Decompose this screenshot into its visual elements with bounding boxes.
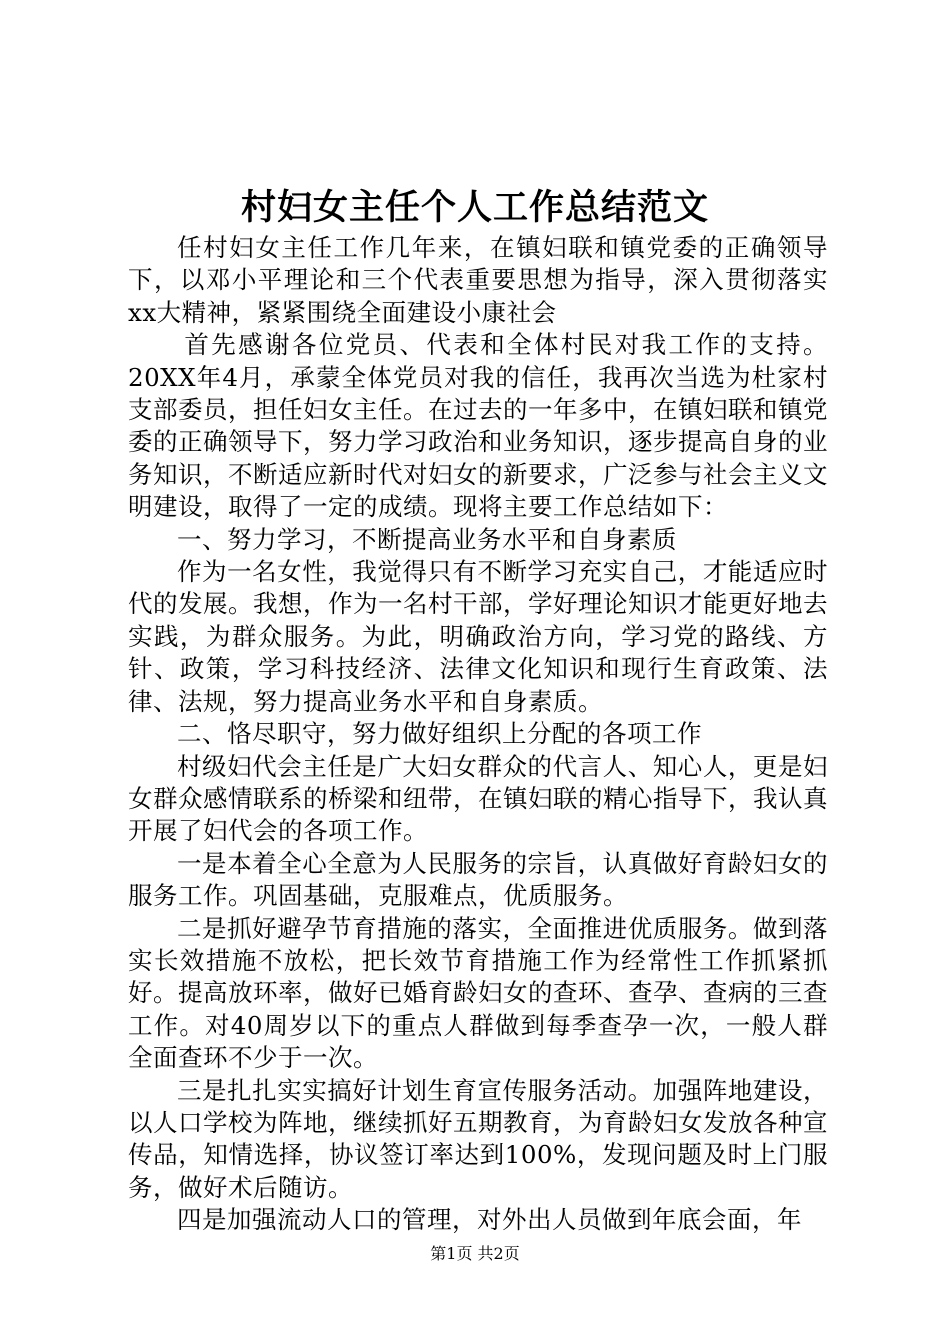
document-title: 村妇女主任个人工作总结范文	[240, 187, 709, 228]
paragraph-item-4: 四是加强流动人口的管理，对外出人员做到年底会面，年	[177, 1205, 802, 1235]
paragraph-study: 作为一名女性，我觉得只有不断学习充实自己，才能适应时代的发展。我想，作为一名村干部，学好理论知识才能更好地去实践，为群众服务。为此，明确政治方向，学习党的路线、方针、政策，学习科技经济、法律文化知识和现行生育政策、法律、法规，努力提高业务水平和自身素质。	[128, 557, 828, 716]
paragraph-item-1: 一是本着全心全意为人民服务的宗旨，认真做好育龄妇女的服务工作。巩固基础，克服难点，优质服务。	[128, 848, 828, 911]
section-heading-2: 二、恪尽职守，努力做好组织上分配的各项工作	[177, 719, 702, 749]
paragraph-intro: 任村妇女主任工作几年来，在镇妇联和镇党委的正确领导下，以邓小平理论和三个代表重要思想为指导，深入贯彻落实xx大精神，紧紧围绕全面建设小康社会	[128, 233, 828, 327]
paragraph-thanks: 首先感谢各位党员、代表和全体村民对我工作的支持。20XX年4月，承蒙全体党员对我的信任，我再次当选为杜家村支部委员，担任妇女主任。在过去的一年多中，在镇妇联和镇党委的正确领导下，努力学习政治和业务知识，逐步提高自身的业务知识，不断适应新时代对妇女的新要求，广泛参与社会主义文明建设，取得了一定的成绩。现将主要工作总结如下：	[128, 330, 828, 522]
paragraph-role: 村级妇代会主任是广大妇女群众的代言人、知心人，更是妇女群众感情联系的桥梁和纽带，在镇妇联的精心指导下，我认真开展了妇代会的各项工作。	[128, 751, 828, 846]
page-indicator: 第1页 共2页	[430, 1244, 520, 1263]
paragraph-item-2: 二是抓好避孕节育措施的落实，全面推进优质服务。做到落实长效措施不放松，把长效节育措施工作为经常性工作抓紧抓好。提高放环率，做好已婚育龄妇女的查环、查孕、查病的三查工作。对40周岁以下的重点人群做到每季查孕一次，一般人群全面查环不少于一次。	[128, 913, 828, 1073]
section-heading-1: 一、努力学习，不断提高业务水平和自身素质	[177, 524, 677, 554]
document-body	[128, 232, 828, 1237]
paragraph-item-3: 三是扎扎实实搞好计划生育宣传服务活动。加强阵地建设，以人口学校为阵地，继续抓好五期教育，为育龄妇女发放各种宣传品，知情选择，协议签订率达到100%，发现问题及时上门服务，做好术后随访。	[128, 1075, 828, 1202]
